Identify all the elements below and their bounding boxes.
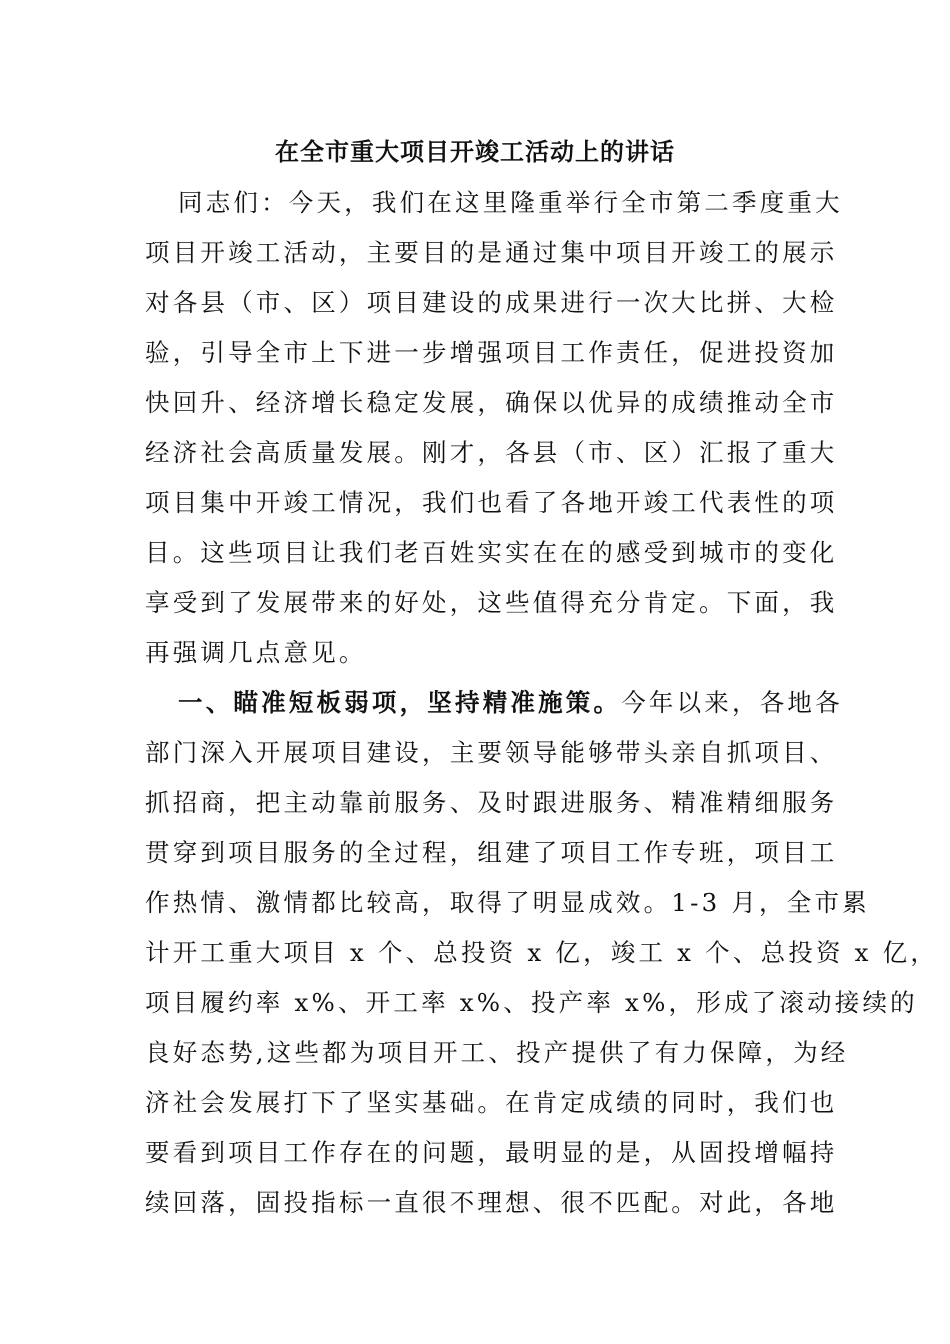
paragraph-line: 良好态势,这些都为项目开工、投产提供了有力保障，为经 [145,1038,849,1067]
paragraph-line: 作热情、激情都比较高，取得了明显成效。1-3 月，全市累 [145,888,870,917]
paragraph-line: 部门深入开展项目建设，主要领导能够带头亲自抓项目、 [145,738,838,767]
paragraph-line: 再强调几点意见。 [145,638,367,667]
paragraph-line: 要看到项目工作存在的问题，最明显的是，从固投增幅持 [145,1138,838,1167]
paragraph-line: 快回升、经济增长稳定发展，确保以优异的成绩推动全市 [145,388,838,417]
section-first-line [178,685,843,721]
paragraph-line: 验，引导全市上下进一步增强项目工作责任，促进投资加 [145,338,838,367]
paragraph-line: 项目履约率 x%、开工率 x%、投产率 x%，形成了滚动接续的 [145,988,918,1017]
paragraph-line: 享受到了发展带来的好处，这些值得充分肯定。下面，我 [145,588,838,617]
paragraph-line: 对各县（市、区）项目建设的成果进行一次大比拼、大检 [145,288,838,317]
paragraph-line: 济社会发展打下了坚实基础。在肯定成绩的同时，我们也 [145,1088,838,1117]
paragraph-line: 计开工重大项目 x 个、总投资 x 亿，竣工 x 个、总投资 x 亿， [145,938,939,967]
section-first-line-rest: 今年以来，各地各 [621,688,843,717]
paragraph-line: 抓招商，把主动靠前服务、及时跟进服务、精准精细服务 [145,788,838,817]
paragraph-line: 经济社会高质量发展。刚才，各县（市、区）汇报了重大 [145,438,838,467]
document-title: 在全市重大项目开竣工活动上的讲话 [275,137,675,166]
section-heading: 一、瞄准短板弱项，坚持精准施策。 [178,688,622,717]
paragraph-line: 项目集中开竣工情况，我们也看了各地开竣工代表性的项 [145,488,838,517]
paragraph-line: 贯穿到项目服务的全过程，组建了项目工作专班，项目工 [145,838,838,867]
paragraph-line: 项目开竣工活动，主要目的是通过集中项目开竣工的展示 [145,238,838,267]
paragraph-line: 续回落，固投指标一直很不理想、很不匹配。对此，各地 [145,1188,838,1217]
paragraph-line: 目。这些项目让我们老百姓实实在在的感受到城市的变化 [145,538,838,567]
paragraph-line: 同志们：今天，我们在这里隆重举行全市第二季度重大 [178,188,843,217]
